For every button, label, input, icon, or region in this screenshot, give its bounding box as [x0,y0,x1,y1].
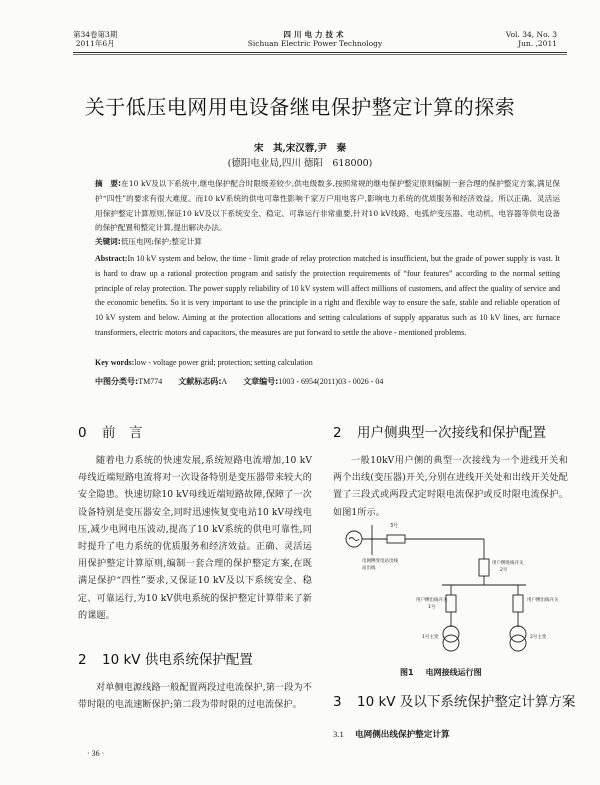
clc-value: TM774 [138,377,163,386]
incoming-breaker-no: 2号 [500,568,508,573]
clc-label: 中图分类号: [95,377,139,386]
keywords-cn [95,236,202,247]
abstract-en-text: In 10 kV system and below, the time - limit grade of relay protection matched is insufficient, but the grade of power supply is vast. It is hard to draw up a rational protection program and satisfy the protection requirements of “four features” according to the normal setting principle of relay protection. The power supply reliability of 10 kV system will affect millions of customers, and affect the quality of service and the economic benefits. So it is very important to use the principle in a right and flexible way to ensure the safe, stable and reliable operation of 10 kV system and below. Aiming at the protection allocations and setting calculations of supply apparatus such as 10 kV lines, arc furnace transformers, electric motors and capacitors, the measures are put forward to settle the above - mentioned problems. [95,254,560,337]
volume-issue: 第34卷第3期 [73,30,118,39]
issue-date-en: Jun. ,2011 [518,39,557,48]
abstract-en [95,252,560,341]
outgoing-1-no: 1号 [428,605,436,610]
incoming-breaker-label: 用户侧进线开关 [492,561,524,566]
subsection-number: 3.1 [333,729,344,739]
section-3-heading [333,690,575,710]
caption-number: 图1 [400,668,414,677]
classification-line [95,376,383,387]
keywords-en [95,358,313,367]
outgoing-2-label: 用户侧出线开关 [527,598,559,603]
section-0-body: 随着电力系统的快速发展,系统短路电流增加,10 kV母线近端短路电流将对一次设备特别是变压器带来较大的安全隐患。快速切除10 kV母线近端短路故障,保障了一次设备特别是变压器安全,同时迅速恢复变电站10 kV母线电压,减少电网电压波动,提高了10 kV系统的供电可靠性,同时提升了电力系统的优质服务和经济效益。正确、灵活运用保护整定计算原则,编制一套合理的保护整定方案,在既满足保护“四性”要求,又保证10 kV及以下系统安全、稳定、可靠运行,为10 kV供电系统的保护整定计算带来了新的课题。 [78,456,312,621]
abstract-cn-label: 摘 要: [95,179,122,188]
section-number: 0 [78,425,87,441]
affiliation: (德阳电业局,四川 德阳 618000) [227,158,373,169]
issue-date: 2011年6月 [75,39,115,48]
subsection-title: 电网侧出线保护整定计算 [355,730,450,740]
keywords-en-label: Key words: [95,358,135,367]
section-2-heading [78,648,253,668]
figure-1-wiring-diagram [338,515,578,665]
abstract-cn [95,177,560,236]
breaker-3-label: 3号 [390,523,399,529]
authors: 宋 其,宋汉蓉,尹 秦 [253,143,347,154]
wiring-diagram-svg [338,515,578,665]
doc-code-value: A [221,377,228,386]
caption-text: 电网接线运行图 [425,668,482,677]
doc-code-label: 文献标志码: [178,377,222,386]
section-2b-body: 一般10kV用户侧的典型一次接线为一个进线开关和两个出线(变压器)开关,分别在进线开关处和出线开关处配置了三段式或两段式定时限电流保护或反时限电流保护。如图1所示。 [333,456,568,518]
journal-name-en: Sichuan Electric Power Technology [247,39,383,48]
transformer-2-label: 2号主变 [530,635,547,640]
article-no-value: 1003 - 6954(2011)03 - 0026 - 04 [278,377,384,386]
section-number: 2 [78,652,87,668]
abstract-cn-text: 在10 kV及以下系统中,继电保护配合时限级差较少,供电级数多,按照常规的继电保护整定原则编制一套合理的保护整定方案,满足保护“四性”的要求有很大难度。而10 kV系统的供电可靠性影响千家万户用电客户,影响电力系统的优质服务和经济效益。所以正确、灵活运用保护整定计算原则,保证10 kV及以下系统安全、稳定、可靠运行非常重要,针对10 kV线路、电弧炉变压器、电动机、电容器等供电设备的保护配置和整定计算,提出解决办法。 [95,179,560,233]
running-header [73,30,557,54]
transformer-1-label: 1号主变 [422,635,439,640]
section-title: 10 kV 供电系统保护配置 [102,652,253,668]
section-2b-heading [333,421,546,441]
paper-title: 关于低压电网用电设备继电保护整定计算的探索 [84,95,516,119]
header-rule-thin [73,54,567,55]
subsection-3-1-heading [333,728,450,740]
section-number: 3 [333,694,342,710]
source-label-line2: 站出线 [362,566,376,571]
keywords-cn-text: 低压电网;保护;整定计算 [120,237,202,246]
figure-1-caption [400,667,482,678]
section-2-body: 对单侧电源线路一般配置两段过电流保护,第一段为不带时限的电流速断保护;第二段为带时限的过电流保护。 [78,683,312,711]
section-0-heading [78,421,143,441]
journal-name [73,30,557,48]
journal-name-cn: 四川电力技术 [283,30,347,39]
article-no-label: 文章编号: [243,377,279,386]
volume-issue-en: Vol. 34, No. 3 [505,30,557,39]
section-title: 用户侧典型一次接线和保护配置 [357,425,546,441]
issue-info-en [506,30,557,48]
page-number: · 36 · [87,749,105,758]
abstract-en-label: Abstract: [95,254,128,263]
header-rule [73,52,567,53]
source-label: 电网侧变电站出线 [362,559,398,564]
outgoing-1-label: 用户侧出线开关 [416,598,448,603]
section-number: 2 [333,425,342,441]
section-title: 10 kV 及以下系统保护整定计算方案 [357,694,576,710]
section-title: 前 言 [102,425,143,441]
keywords-cn-label: 关键词: [95,237,121,246]
keywords-en-text: low - voltage power grid; protection; setting calculation [134,358,313,367]
